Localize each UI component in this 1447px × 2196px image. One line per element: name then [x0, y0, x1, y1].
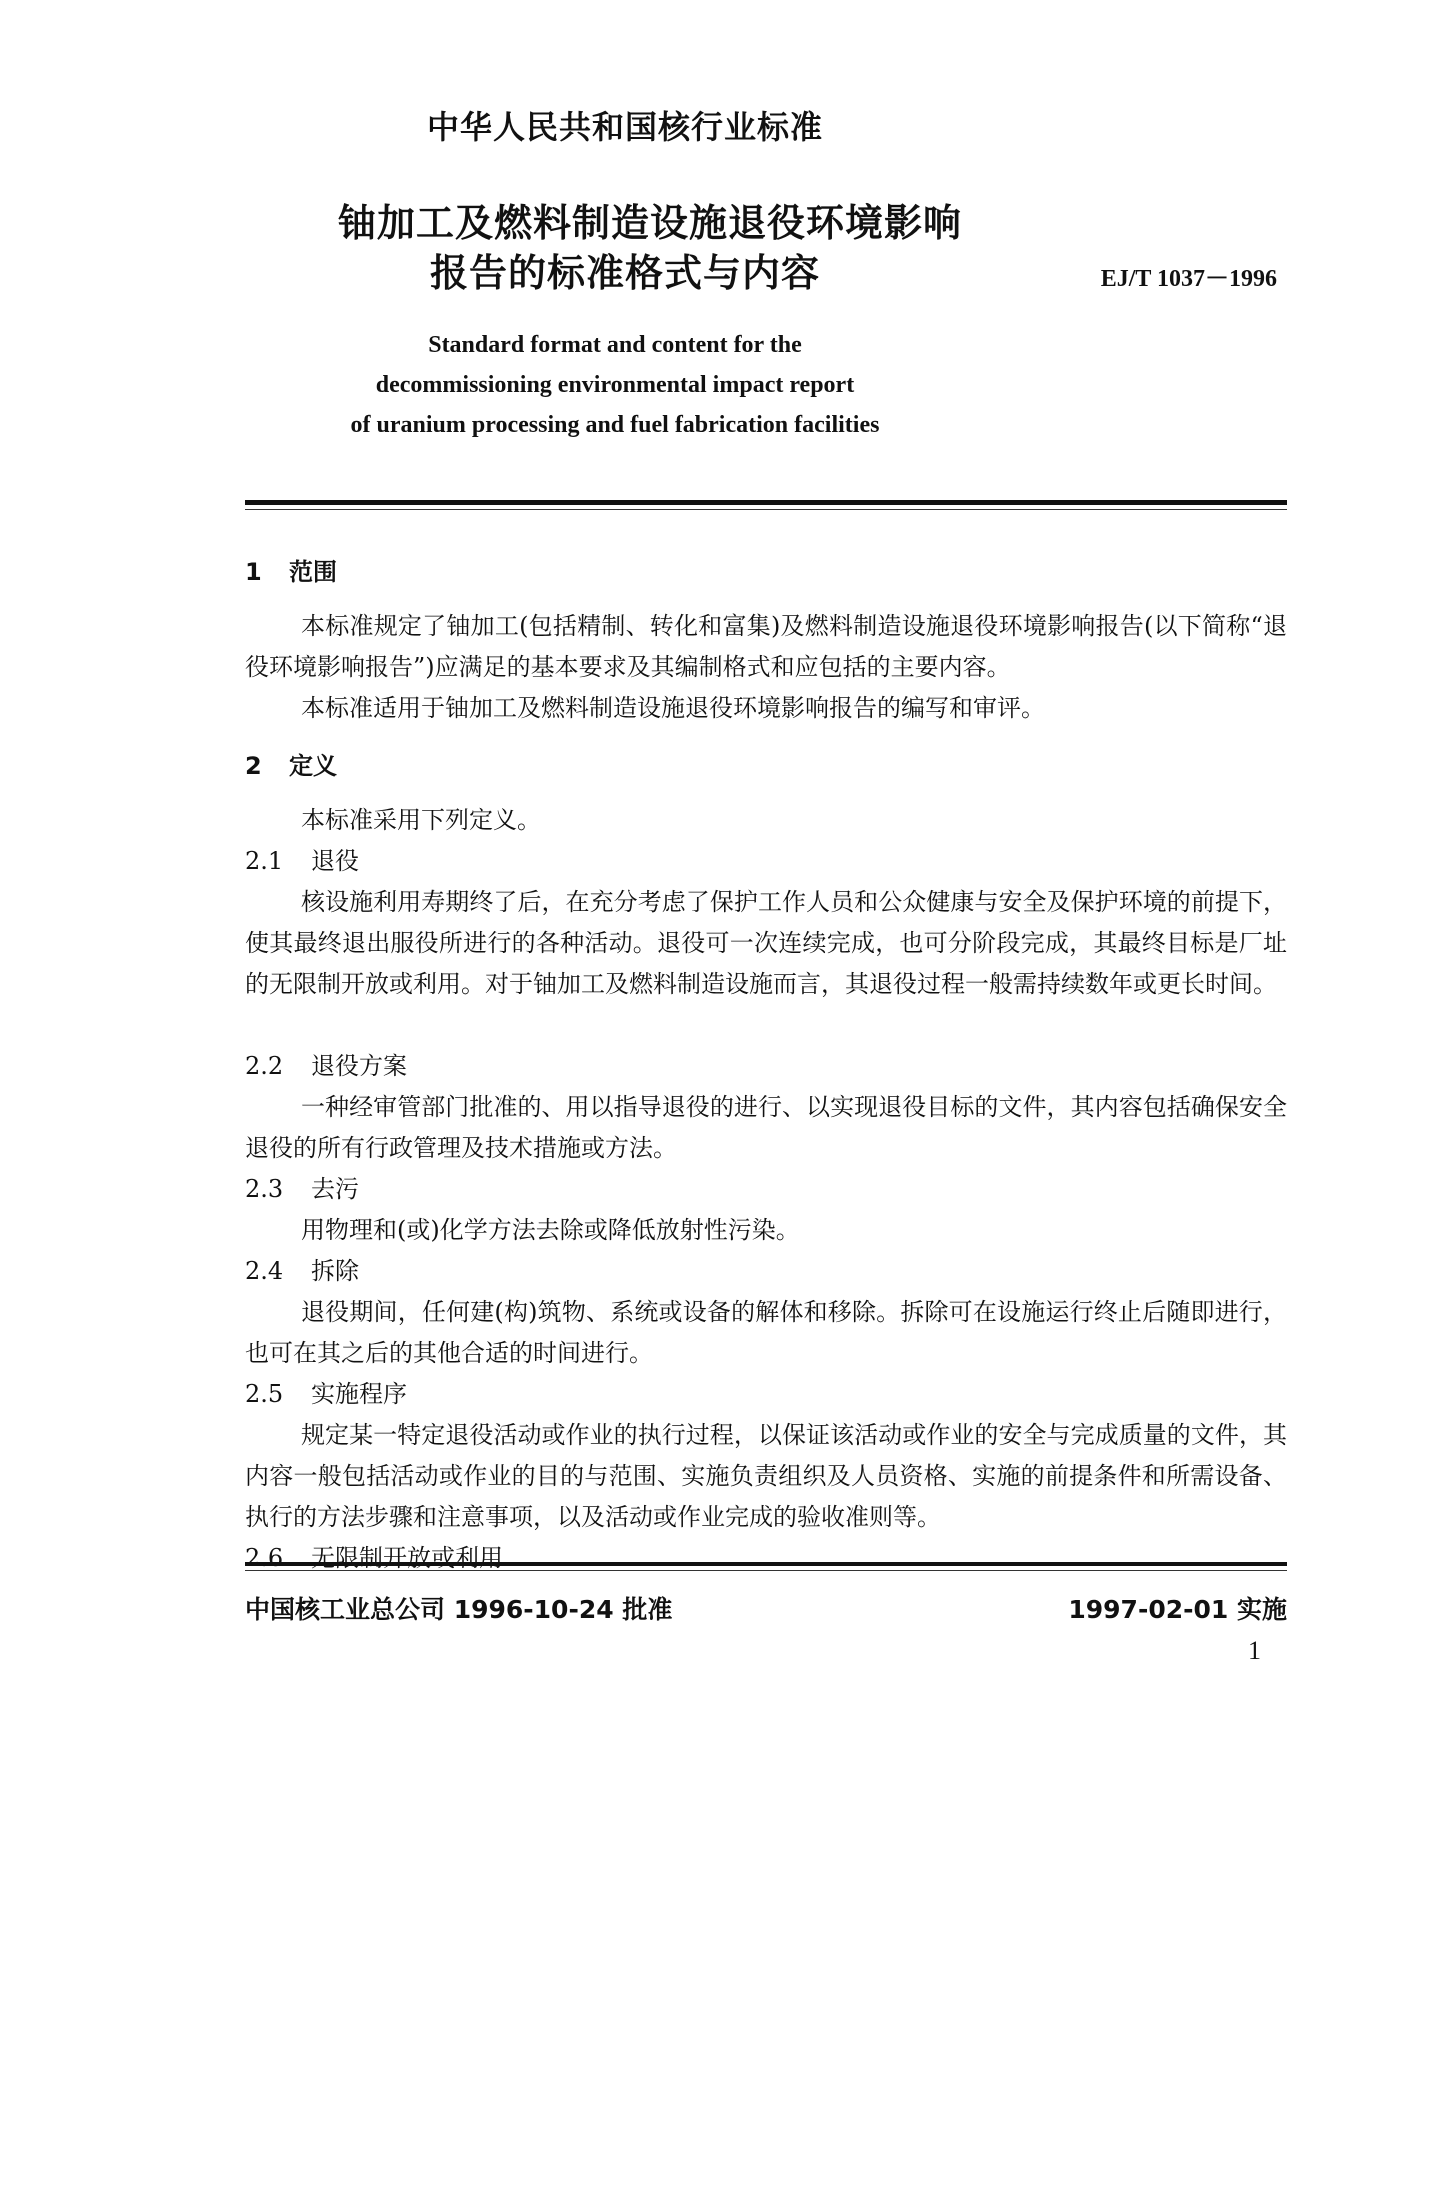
- definition-number: 2.3: [245, 1175, 284, 1203]
- approval-info: 中国核工业总公司 1996-10-24 批准: [245, 1595, 673, 1624]
- definition-2-2-heading: [245, 1046, 1287, 1087]
- definition-2-3-text: 用物理和(或)化学方法去除或降低放射性污染。: [301, 1216, 800, 1244]
- title-cn-line2: 报告的标准格式与内容: [429, 251, 820, 295]
- definition-number: 2.6: [245, 1544, 284, 1572]
- definition-2-1-heading: [245, 841, 1287, 882]
- definition-number: 2.2: [245, 1052, 284, 1080]
- section-number: 1: [245, 558, 262, 586]
- definition-2-2-text: 一种经审管部门批准的、用以指导退役的进行、以实现退役目标的文件，其内容包括确保安全退役的所有行政管理及技术措施或方法。: [245, 1093, 1287, 1162]
- bottom-rule-thin: [245, 1570, 1287, 1571]
- title-en-line1: Standard format and content for the: [428, 332, 802, 358]
- page-number: 1: [1248, 1636, 1261, 1665]
- effective-date: 1997-02-01 实施: [1068, 1595, 1287, 1624]
- section-2-intro: 本标准采用下列定义。: [301, 806, 541, 834]
- standard-category: 中华人民共和国核行业标准: [426, 108, 823, 146]
- definition-number: 2.5: [245, 1380, 284, 1408]
- section-1-paragraph-2: 本标准适用于铀加工及燃料制造设施退役环境影响报告的编写和审评。: [301, 694, 1045, 722]
- definition-term: 实施程序: [311, 1380, 407, 1408]
- section-title: 定义: [289, 752, 337, 780]
- definition-2-4-text: 退役期间，任何建(构)筑物、系统或设备的解体和移除。拆除可在设施运行终止后随即进行，也可在其之后的其他合适的时间进行。: [245, 1298, 1287, 1367]
- definition-term: 退役: [311, 847, 359, 875]
- definition-2-6-heading: [245, 1538, 1287, 1579]
- title-en-line3: of uranium processing and fuel fabrication facilities: [350, 412, 880, 438]
- definition-term: 去污: [311, 1175, 359, 1203]
- definition-2-4-heading: [245, 1251, 1287, 1292]
- section-2-heading: [245, 746, 1287, 787]
- definition-2-5-text: 规定某一特定退役活动或作业的执行过程，以保证该活动或作业的安全与完成质量的文件，其内容一般包括活动或作业的目的与范围、实施负责组织及人员资格、实施的前提条件和所需设备、执行的方法步骤和注意事项，以及活动或作业完成的验收准则等。: [245, 1421, 1287, 1531]
- definition-number: 2.1: [245, 847, 284, 875]
- section-number: 2: [245, 752, 262, 780]
- title-en-line2: decommissioning environmental impact report: [375, 372, 855, 398]
- definition-term: 退役方案: [311, 1052, 407, 1080]
- definition-2-1-text: 核设施利用寿期终了后，在充分考虑了保护工作人员和公众健康与安全及保护环境的前提下，使其最终退出服役所进行的各种活动。退役可一次连续完成，也可分阶段完成，其最终目标是厂址的无限制开放或利用。对于铀加工及燃料制造设施而言，其退役过程一般需持续数年或更长时间。: [245, 888, 1287, 998]
- definition-2-3-heading: [245, 1169, 1287, 1210]
- section-1-paragraph-1: 本标准规定了铀加工(包括精制、转化和富集)及燃料制造设施退役环境影响报告(以下简称“退役环境影响报告”)应满足的基本要求及其编制格式和应包括的主要内容。: [245, 612, 1287, 681]
- definition-2-5-heading: [245, 1374, 1287, 1415]
- bottom-rule: [245, 1562, 1287, 1566]
- definition-term: 拆除: [311, 1257, 359, 1285]
- top-rule-thin: [245, 509, 1287, 510]
- title-cn-line1: 铀加工及燃料制造设施退役环境影响: [337, 201, 962, 245]
- top-rule: [245, 500, 1287, 505]
- section-1-heading: [245, 552, 1287, 593]
- section-title: 范围: [289, 558, 337, 586]
- definition-term: 无限制开放或利用: [311, 1544, 503, 1572]
- definition-number: 2.4: [245, 1257, 284, 1285]
- standard-code: EJ/T 1037－1996: [1100, 266, 1277, 292]
